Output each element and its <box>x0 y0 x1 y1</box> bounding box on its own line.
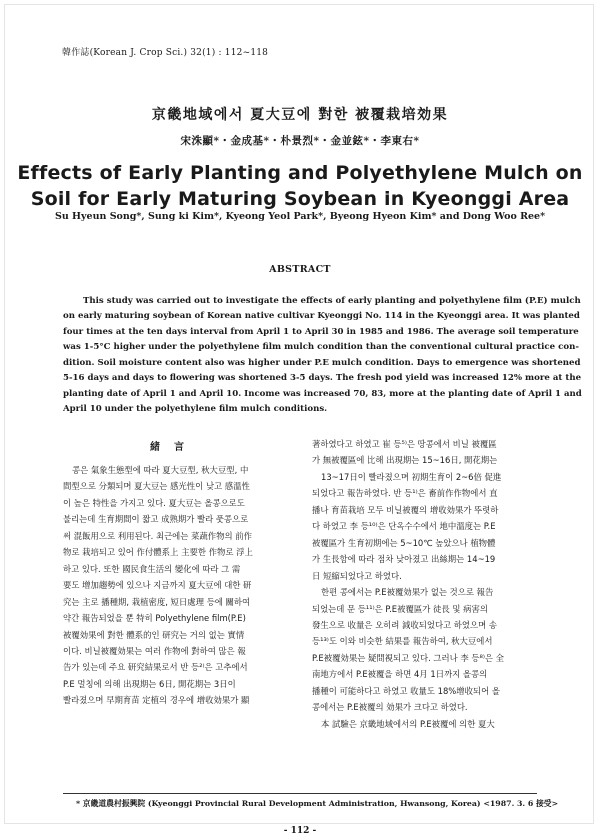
introduction-heading: 緒言 <box>150 442 198 453</box>
body-line: 되었는데 문 등¹¹⁾은 P.E被覆區가 徒長 및 病害의 <box>312 603 488 614</box>
title-english <box>0 160 600 212</box>
body-line: 이 높은 特性을 가지고 있다. 夏大豆는 올콩으로도 <box>63 497 245 508</box>
body-line: 등¹³⁾도 이와 비슷한 結果를 報告하여, 秋大豆에서 <box>312 636 493 647</box>
body-line: 하고 있다. 또한 國民食生活의 變化에 따라 그 需 <box>63 563 241 574</box>
page-number: - 112 - <box>283 826 317 836</box>
body-line: 빨라졌으며 早期育苗 定植의 경우에 增收効果가 顯 <box>63 695 250 706</box>
body-line: 被覆區가 生育初期에는 5~10℃ 높았으나 植物體 <box>312 537 496 548</box>
authors-english: Su Hyeun Song*, Sung ki Kim*, Kyeong Yeol Park*, Byeong Hyeon Kim* and Dong Woo Ree* <box>54 211 546 222</box>
body-line: 究는 主로 播種期, 栽植密度, 短日處理 등에 關하여 <box>63 596 251 607</box>
body-line: 物로 栽培되고 있어 作付體系上 主要한 作物로 浮上 <box>63 547 253 558</box>
footnote-rule <box>63 793 537 794</box>
body-line: P.E被覆効果는 疑問視되고 있다. 그러나 李 등⁸⁾은 全 <box>312 652 505 663</box>
body-line: P.E 멀칭에 의해 出現期는 6日, 開花期는 3日이 <box>63 678 236 689</box>
abstract-line: 5-16 days and days to flowering was shortened 3-5 days. The fresh pod yield was increased 12% more at the <box>63 373 582 384</box>
abstract-line: April 10 under the polyethylene film mulch conditions. <box>63 404 328 415</box>
body-line: 南地方에서 P.E被覆을 하면 4月 1日까지 올콩의 <box>312 669 488 680</box>
body-line: 콩은 氣象生態型에 따라 夏大豆型, 秋大豆型, 中 <box>72 465 249 475</box>
body-line: 약간 報告되었을 뿐 特히 Polyethylene film(P.E) <box>63 613 246 624</box>
body-line: 要도 增加趨勢에 있으나 지금까지 夏大豆에 대한 研 <box>63 580 252 591</box>
footnote: * 京畿道農村振興院 (Kyeonggi Provincial Rural Development Administration, Hwansong, Korea) <1987. 3. 6 接受> <box>76 799 559 808</box>
running-head: 韓作誌(Korean J. Crop Sci.) 32(1) : 112~118 <box>62 48 269 58</box>
abstract-line: planting date of April 1 and April 10. Income was increased 70, 83, more at the planting date of April 1 and <box>63 388 582 399</box>
body-line: 되었다고 報告하였다. 반 등¹⁾은 畜前作作物에서 直 <box>312 488 498 499</box>
introduction-right-column <box>312 436 534 732</box>
body-line: 播나 育苗栽培 모두 비닐被覆의 增收効果가 뚜렷하 <box>312 504 499 515</box>
body-line: 가 無被覆區에 比해 出現期는 15~16日, 開花期는 <box>312 455 498 466</box>
body-line: 本 試驗은 京畿地域에서의 P.E被覆에 의한 夏大 <box>321 718 495 729</box>
body-line: 콩에서는 P.E被覆의 効果가 크다고 하였다. <box>312 702 468 713</box>
body-line: 日 短縮되었다고 하였다. <box>312 570 402 581</box>
abstract-line: was 1-5°C higher under the polyethylene film mulch condition than the conventional cultural practice con- <box>63 342 579 353</box>
introduction-left-column <box>63 462 285 709</box>
body-line: 써 混飯用으로 利用된다. 최근에는 菜蔬作物의 前作 <box>63 530 252 541</box>
body-line: 被覆効果에 對한 體系的인 研究는 거의 없는 實情 <box>63 629 245 640</box>
abstract-body <box>63 294 582 418</box>
body-line: 다 하였고 李 등¹⁰⁾은 단옥수수에서 地中溫度는 P.E <box>312 521 496 532</box>
body-line: 불리는데 生育期間이 짧고 成熟期가 빨라 풋콩으로 <box>63 514 249 525</box>
authors-korean: 宋洙顯*・金成基*・朴景烈*・金並鉉*・李東右* <box>180 135 420 147</box>
body-line: 告가 있는데 주요 研究結果로서 반 등²⁾은 고추에서 <box>63 662 248 673</box>
abstract-line: This study was carried out to investigate the effects of early planting and polyethylene film (P.E) mulch <box>83 296 581 306</box>
body-line: 播種이 可能하다고 하였고 收量도 18%增收되어 올 <box>312 685 500 696</box>
abstract-line: dition. Soil moisture content also was higher under P.E mulch condition. Days to emergence was shortened <box>63 357 581 368</box>
abstract-heading: ABSTRACT <box>269 264 331 275</box>
body-line: 가 生長함에 따라 점차 낮아졌고 出絲期는 14~19 <box>312 554 496 565</box>
body-line: 13~17日이 빨라졌으며 初期生育이 2~6倍 促進 <box>321 471 502 482</box>
body-line: 한편 콩에서는 P.E被覆効果가 없는 것으로 報告 <box>321 587 494 598</box>
title-korean: 京畿地域에서 夏大豆에 對한 被覆栽培効果 <box>151 107 449 123</box>
body-line: 著하였다고 하였고 崔 등⁵⁾은 땅콩에서 비닐 被覆區 <box>312 439 497 449</box>
title-english-line-1: Effects of Early Planting and Polyethylene Mulch on <box>17 162 583 184</box>
title-english-line-2: Soil for Early Maturing Soybean in Kyeonggi Area <box>30 188 570 210</box>
abstract-line: four times at the ten days interval from April 1 to April 30 in 1985 and 1986. The average soil temperature <box>63 326 579 337</box>
abstract-line: on early maturing soybean of Korean native cultivar Kyeonggi No. 114 in the Kyeonggi area. It was planted <box>63 311 580 322</box>
body-line: 이다. 비닐被覆効果는 여러 作物에 對하여 많은 報 <box>63 645 246 656</box>
body-line: 發生으로 收量은 오히려 減收되었다고 하였으며 송 <box>312 619 497 630</box>
body-line: 間型으로 分類되며 夏大豆는 感光性이 낮고 感溫性 <box>63 481 250 492</box>
